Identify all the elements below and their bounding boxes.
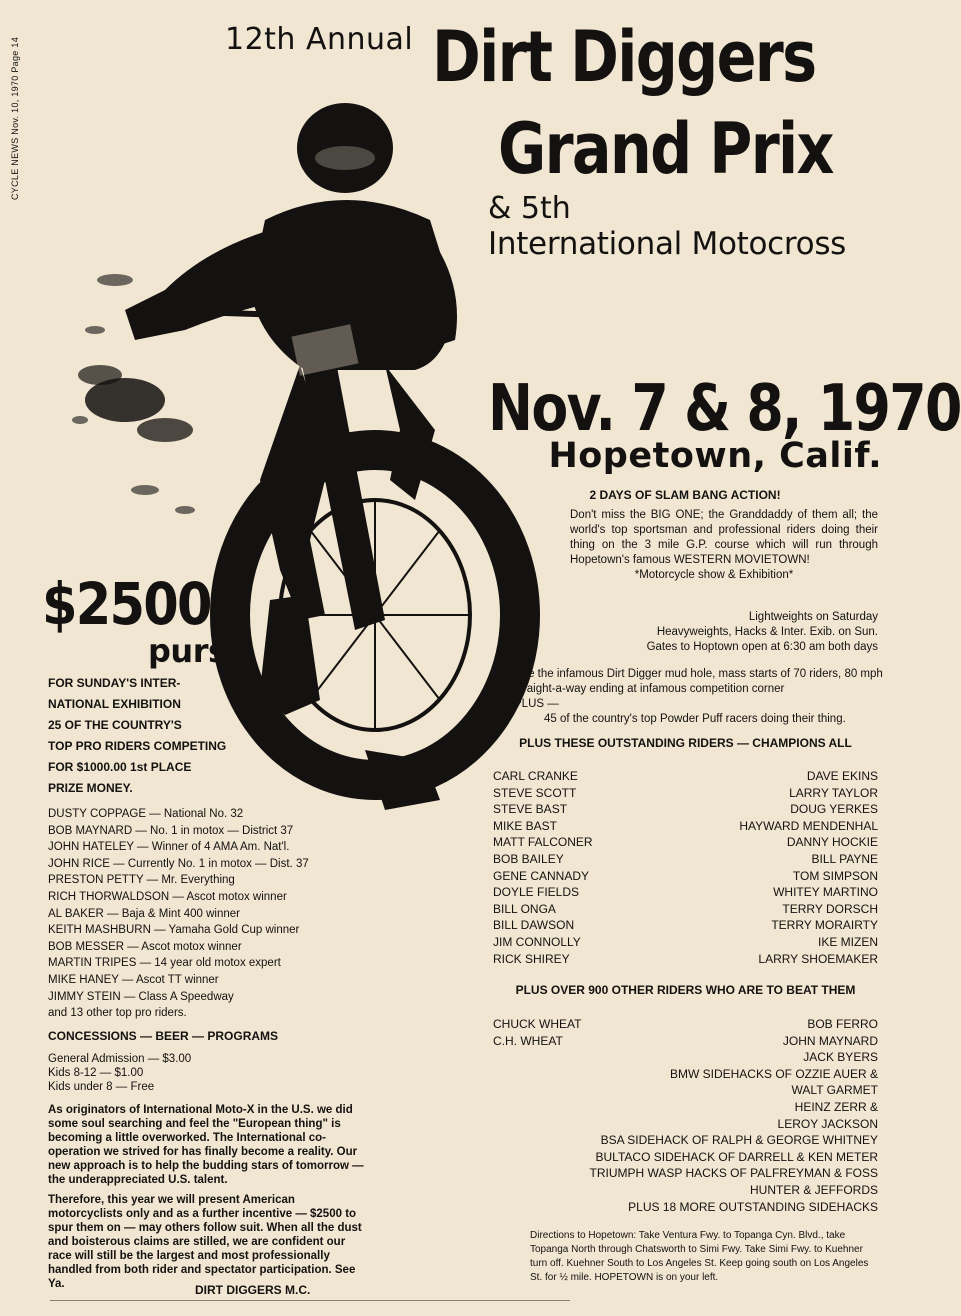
title-line-1: Dirt Diggers (432, 16, 816, 98)
subtitle-line-1: & 5th (488, 191, 571, 226)
annual-label: 12th Annual (225, 22, 414, 57)
purse-line: FOR SUNDAY'S INTER- (48, 676, 181, 690)
list-item: BOB FERRO (807, 1017, 878, 1031)
list-item: BILL PAYNE (811, 851, 878, 866)
list-item: RICH THORWALDSON — Ascot motox winner (48, 890, 287, 903)
list-item: BOB MAYNARD — No. 1 in motox — District 37 (48, 824, 294, 837)
purse-line: 25 OF THE COUNTRY'S (48, 718, 182, 732)
purse-label: purse (148, 632, 248, 670)
event-date: Nov. 7 & 8, 1970 (488, 372, 961, 446)
list-item: KEITH MASHBURN — Yamaha Gold Cup winner (48, 924, 300, 937)
list-item: HEINZ ZERR & (794, 1099, 878, 1114)
list-item: LEROY JACKSON (777, 1116, 878, 1131)
list-item: IKE MIZEN (817, 934, 878, 949)
list-item: STEVE SCOTT (493, 785, 577, 800)
club-signature: DIRT DIGGERS M.C. (195, 1283, 311, 1297)
list-item: JIM CONNOLLY (493, 934, 581, 949)
list-item: MIKE HANEY — Ascot TT winner (48, 973, 219, 986)
powder-puff-text: 45 of the country's top Powder Puff racers doing their thing. (544, 713, 846, 725)
schedule-item: Heavyweights, Hacks & Inter. Exib. on Sun. (656, 626, 878, 638)
page-side-label: CYCLE NEWS Nov. 10, 1970 Page 14 (10, 36, 20, 200)
concessions-heading: CONCESSIONS — BEER — PROGRAMS (48, 1029, 279, 1043)
list-item: TERRY MORAIRTY (771, 918, 878, 933)
purse-line: PRIZE MONEY. (48, 781, 133, 795)
list-item: JOHN RICE — Currently No. 1 in motox — Dist. 37 (48, 857, 309, 870)
list-item: MARTIN TRIPES — 14 year old motox expert (48, 957, 281, 970)
purse-line: NATIONAL EXHIBITION (48, 697, 181, 711)
description-text: Don't miss the BIG ONE; the Granddaddy of them all; the world's top sportsman and professional riders doing their thing on the 3 mile G.P. course which will run through Hopetown's famous WESTERN MOVIETOWN! (570, 509, 878, 566)
mud-hole-text (514, 667, 884, 727)
bottom-divider (50, 1300, 570, 1301)
purse-line: TOP PRO RIDERS COMPETING (48, 739, 227, 753)
action-heading: 2 DAYS OF SLAM BANG ACTION! (589, 488, 781, 502)
purse-amount: $2500. (42, 570, 229, 638)
list-item: RICK SHIREY (493, 951, 570, 966)
list-item: C.H. WHEAT (493, 1033, 563, 1048)
purse-details (48, 673, 226, 799)
list-item: HAYWARD MENDENHAL (739, 818, 878, 833)
list-item: HUNTER & JEFFORDS (749, 1182, 878, 1197)
list-item: BILL ONGA (493, 901, 556, 916)
description-note: *Motorcycle show & Exhibition* (634, 569, 794, 581)
champions-left-column (493, 768, 593, 967)
event-location: Hopetown, Calif. (548, 436, 882, 476)
champions-heading: PLUS THESE OUTSTANDING RIDERS — CHAMPIONS ALL (519, 736, 852, 750)
list-item: DOUG YERKES (790, 802, 878, 817)
list-item: MIKE BAST (493, 818, 558, 833)
list-item: BILL DAWSON (493, 918, 575, 933)
list-item: JACK BYERS (803, 1050, 878, 1065)
list-item: BULTACO SIDEHACK OF DARRELL & KEN METER (595, 1149, 878, 1164)
price-item: Kids under 8 — Free (48, 1081, 155, 1093)
admission-prices (48, 1052, 191, 1094)
list-item: JOHN MAYNARD (782, 1033, 878, 1048)
other-riders-left-column (493, 1016, 581, 1049)
subtitle-line-2: International Motocross (488, 226, 847, 262)
list-item: AL BAKER — Baja & Mint 400 winner (48, 907, 240, 920)
list-item: CARL CRANKE (493, 769, 578, 783)
list-item: WALT GARMET (791, 1083, 878, 1098)
champions-right-column (739, 768, 878, 967)
schedule-list (647, 610, 878, 655)
schedule-item: Lightweights on Saturday (748, 611, 878, 623)
list-item: DUSTY COPPAGE — National No. 32 (48, 808, 244, 820)
list-item: BOB BAILEY (493, 851, 564, 866)
mud-description: See the infamous Dirt Digger mud hole, mass starts of 70 riders, 80 mph straight-a-way ending at infamous competition corner (514, 668, 883, 695)
list-item: STEVE BAST (493, 802, 568, 817)
list-item: BOB MESSER — Ascot motox winner (48, 940, 242, 953)
title-line-2: Grand Prix (498, 108, 833, 190)
pro-riders-list (48, 806, 309, 1022)
list-item: MATT FALCONER (493, 835, 593, 850)
incentive-paragraph: Therefore, this year we will present American motorcyclists only and as a further incentive — $2500 to spur them on — may others follow suit. When all the dust and boisterous claims are stilled, we are confident our race will still be the largest and most professionally handled from both rider and spectator participation. See Ya. (48, 1194, 362, 1290)
list-item: JOHN HATELEY — Winner of 4 AMA Am. Nat'l. (48, 841, 290, 854)
event-description (570, 508, 878, 583)
list-item: TRIUMPH WASP HACKS OF PALFREYMAN & FOSS (589, 1166, 878, 1181)
other-riders-heading: PLUS OVER 900 OTHER RIDERS WHO ARE TO BEAT THEM (515, 983, 856, 997)
list-item: JIMMY STEIN — Class A Speedway (48, 990, 234, 1003)
other-riders-right-column (590, 1016, 879, 1215)
list-item: TOM SIMPSON (792, 868, 878, 883)
list-item: PLUS 18 MORE OUTSTANDING SIDEHACKS (628, 1199, 878, 1214)
list-item: DAVE EKINS (806, 769, 878, 783)
purse-line: FOR $1000.00 1st PLACE (48, 760, 192, 774)
list-item: LARRY TAYLOR (789, 785, 878, 800)
list-item: CHUCK WHEAT (493, 1017, 582, 1031)
list-item: BMW SIDEHACKS OF OZZIE AUER & (669, 1066, 878, 1081)
list-item: WHITEY MARTINO (773, 885, 878, 900)
directions-text: Directions to Hopetown: Take Ventura Fwy. to Topanga Cyn. Blvd., take Topanga North through Chatsworth to Simi Fwy. Take Simi Fwy. to Kuehner turn off. Kuehner South to Los Angeles St. Keep going south on Los Angeles St. for ½ mile. HOPETOWN is on your left. (530, 1230, 869, 1283)
list-item: TERRY DORSCH (782, 901, 878, 916)
list-item: DOYLE FIELDS (493, 885, 580, 900)
list-item: and 13 other top pro riders. (48, 1007, 187, 1020)
list-item: DANNY HOCKIE (786, 835, 878, 850)
list-item: LARRY SHOEMAKER (758, 951, 878, 966)
list-item: BSA SIDEHACK OF RALPH & GEORGE WHITNEY (600, 1133, 878, 1148)
list-item: GENE CANNADY (493, 868, 590, 883)
list-item: PRESTON PETTY — Mr. Everything (48, 874, 235, 887)
price-item: General Admission — $3.00 (48, 1053, 192, 1065)
originators-paragraph: As originators of International Moto-X in the U.S. we did some soul searching and feel the "European thing" is becoming a little overworked. The International co-operation we strived for has finally become a reality. Our new approach is to help the budding stars of tomorrow — the underappreciated U.S. talent. (48, 1104, 364, 1186)
mud-plus: PLUS — (514, 698, 559, 710)
schedule-item: Gates to Hoptown open at 6:30 am both days (646, 641, 878, 653)
price-item: Kids 8-12 — $1.00 (48, 1067, 144, 1079)
